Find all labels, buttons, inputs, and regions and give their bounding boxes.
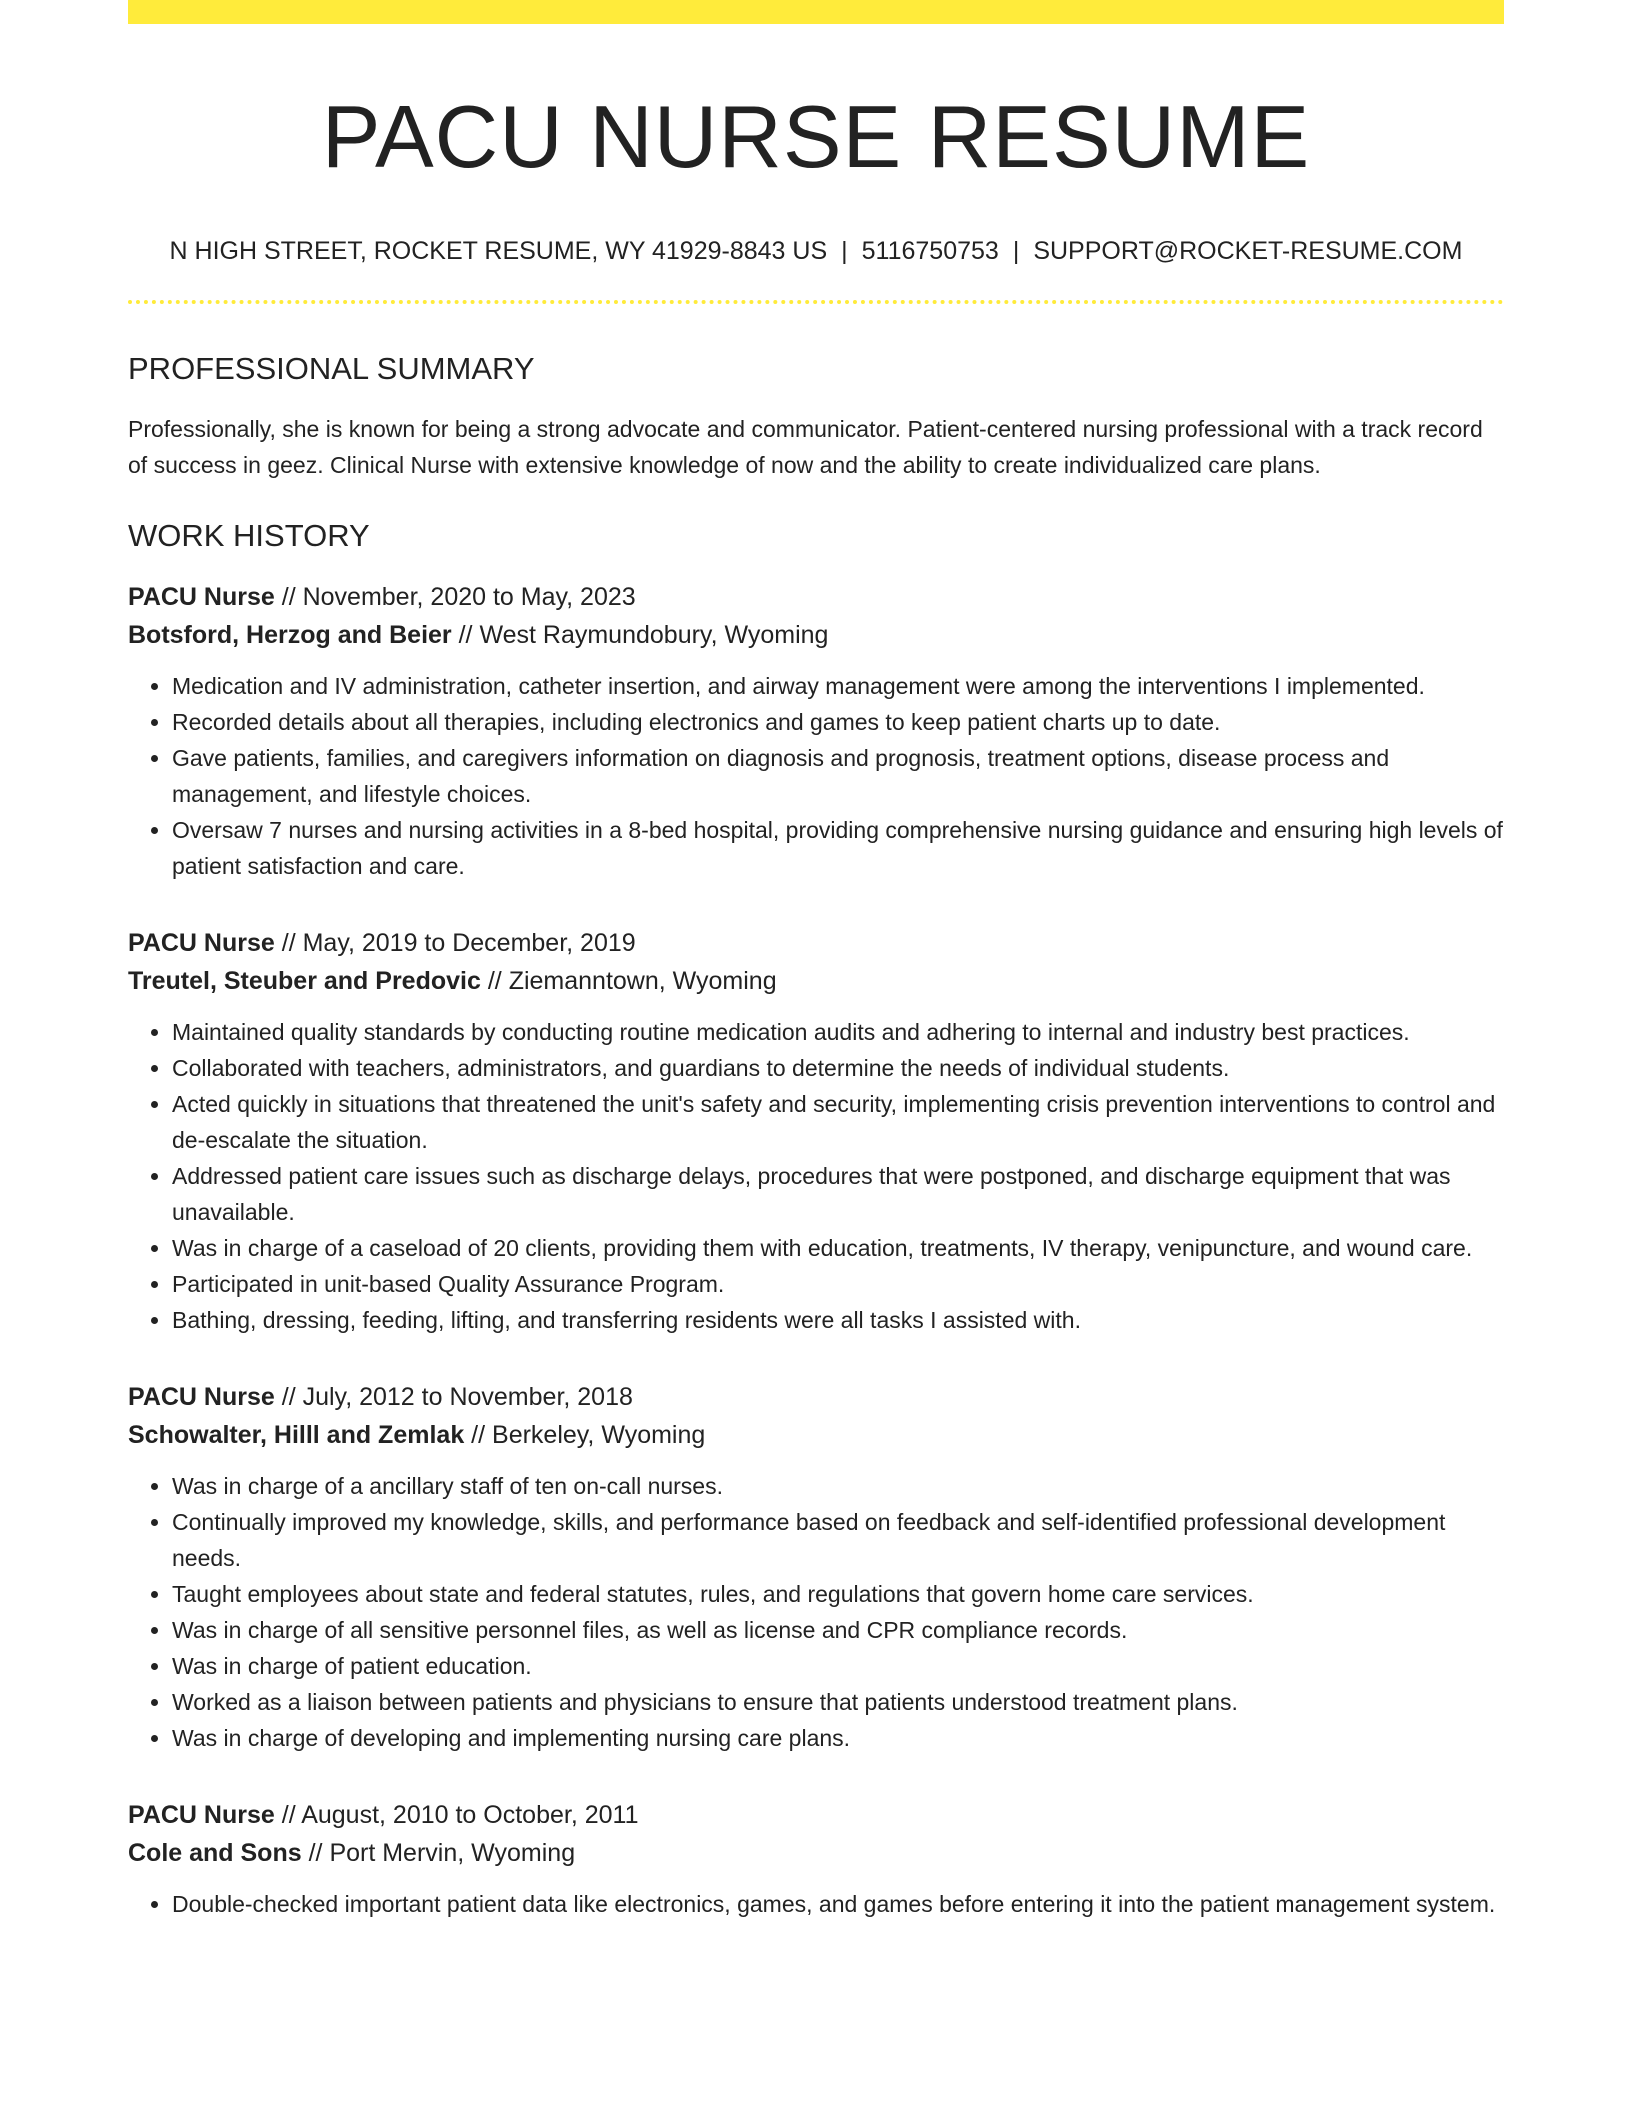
job-role: PACU Nurse [128, 1382, 275, 1411]
job-role: PACU Nurse [128, 928, 275, 957]
job-separator: // [451, 620, 480, 649]
job-separator: // [274, 582, 303, 611]
job-bullet-list [128, 668, 1504, 884]
job-company: Treutel, Steuber and Predovic [128, 966, 481, 995]
job-role-line [128, 1796, 1504, 1834]
work-history-list [128, 578, 1504, 1922]
job-bullet: • Worked as a liaison between patients and physicians to ensure that patients understood treatment plans. [172, 1684, 1504, 1720]
summary-text: Professionally, she is known for being a strong advocate and communicator. Patient-centered nursing professional with a track record of success in geez. Clinical Nurse with extensive knowledge of now and the ability to create individualized care plans. [128, 415, 1483, 478]
job-dates: May, 2019 to December, 2019 [302, 928, 636, 957]
resume-title: PACU NURSE RESUME [321, 87, 1311, 186]
job-bullet: • Was in charge of a ancillary staff of ten on-call nurses. [172, 1468, 1504, 1504]
dotted-divider [128, 300, 1504, 304]
job-bullet-list [128, 1014, 1504, 1338]
job-company-line [128, 616, 1504, 654]
job-company: Schowalter, Hilll and Zemlak [128, 1420, 465, 1449]
job-bullet: • Double-checked important patient data like electronics, games, and games before entering it into the patient management system. [172, 1886, 1504, 1922]
job-bullet: • Maintained quality standards by conducting routine medication audits and adhering to internal and industry best practices. [172, 1014, 1504, 1050]
job-role-line [128, 578, 1504, 616]
contact-separator: | [841, 236, 848, 265]
job-bullet: • Was in charge of all sensitive personnel files, as well as license and CPR compliance records. [172, 1612, 1504, 1648]
job-separator: // [480, 966, 509, 995]
job-bullet: • Continually improved my knowledge, skills, and performance based on feedback and self-identified professional development needs. [172, 1504, 1504, 1576]
job-separator: // [464, 1420, 493, 1449]
job-location: Berkeley, Wyoming [492, 1420, 706, 1449]
summary-heading: PROFESSIONAL SUMMARY [128, 350, 535, 386]
contact-phone: 5116750753 [861, 236, 999, 265]
job-bullet: • Was in charge of patient education. [172, 1648, 1504, 1684]
job-entry [128, 1796, 1504, 1922]
job-dates: July, 2012 to November, 2018 [302, 1382, 633, 1411]
job-location: West Raymundobury, Wyoming [479, 620, 829, 649]
job-bullet: • Recorded details about all therapies, including electronics and games to keep patient charts up to date. [172, 704, 1504, 740]
resume-page [128, 0, 1504, 1922]
job-bullet: • Participated in unit-based Quality Assurance Program. [172, 1266, 1504, 1302]
job-entry [128, 1378, 1504, 1756]
job-bullet: • Addressed patient care issues such as discharge delays, procedures that were postponed, and discharge equipment that was unavailable. [172, 1158, 1504, 1230]
job-bullet: • Taught employees about state and federal statutes, rules, and regulations that govern home care services. [172, 1576, 1504, 1612]
contact-separator: | [1012, 236, 1020, 265]
job-separator: // [274, 1800, 302, 1829]
job-bullet: • Medication and IV administration, catheter insertion, and airway management were among the interventions I implemented. [172, 668, 1504, 704]
job-bullet-list [128, 1886, 1504, 1922]
job-company-line [128, 1416, 1504, 1454]
job-company-line [128, 962, 1504, 1000]
contact-email: SUPPORT@ROCKET-RESUME.COM [1033, 236, 1463, 265]
work-history-heading: WORK HISTORY [128, 517, 370, 553]
job-bullet-list [128, 1468, 1504, 1756]
job-role: PACU Nurse [128, 582, 275, 611]
job-dates: November, 2020 to May, 2023 [302, 582, 636, 611]
job-separator: // [301, 1838, 330, 1867]
job-separator: // [274, 928, 303, 957]
job-location: Ziemanntown, Wyoming [508, 966, 777, 995]
job-bullet: • Was in charge of developing and implementing nursing care plans. [172, 1720, 1504, 1756]
job-bullet: • Acted quickly in situations that threatened the unit's safety and security, implementing crisis prevention interventions to control and de-escalate the situation. [172, 1086, 1504, 1158]
contact-line [128, 236, 1504, 266]
accent-top-bar [128, 0, 1504, 24]
job-role-line [128, 924, 1504, 962]
job-entry [128, 578, 1504, 884]
job-dates: August, 2010 to October, 2011 [301, 1800, 639, 1829]
contact-address: N HIGH STREET, ROCKET RESUME, WY 41929-8843 US [169, 236, 828, 265]
job-bullet: • Was in charge of a caseload of 20 clients, providing them with education, treatments, IV therapy, venipuncture, and wound care. [172, 1230, 1504, 1266]
job-separator: // [274, 1382, 303, 1411]
job-company-line [128, 1834, 1504, 1872]
job-bullet: • Oversaw 7 nurses and nursing activities in a 8-bed hospital, providing comprehensive nursing guidance and ensuring high levels of patient satisfaction and care. [172, 812, 1504, 884]
job-role: PACU Nurse [128, 1800, 275, 1829]
job-bullet: • Gave patients, families, and caregivers information on diagnosis and prognosis, treatment options, disease process and management, and lifestyle choices. [172, 740, 1504, 812]
job-company: Botsford, Herzog and Beier [128, 620, 452, 649]
job-entry [128, 924, 1504, 1338]
job-company: Cole and Sons [128, 1838, 302, 1867]
job-bullet: • Bathing, dressing, feeding, lifting, and transferring residents were all tasks I assisted with. [172, 1302, 1504, 1338]
job-bullet: • Collaborated with teachers, administrators, and guardians to determine the needs of individual students. [172, 1050, 1504, 1086]
job-role-line [128, 1378, 1504, 1416]
job-location: Port Mervin, Wyoming [329, 1838, 576, 1867]
